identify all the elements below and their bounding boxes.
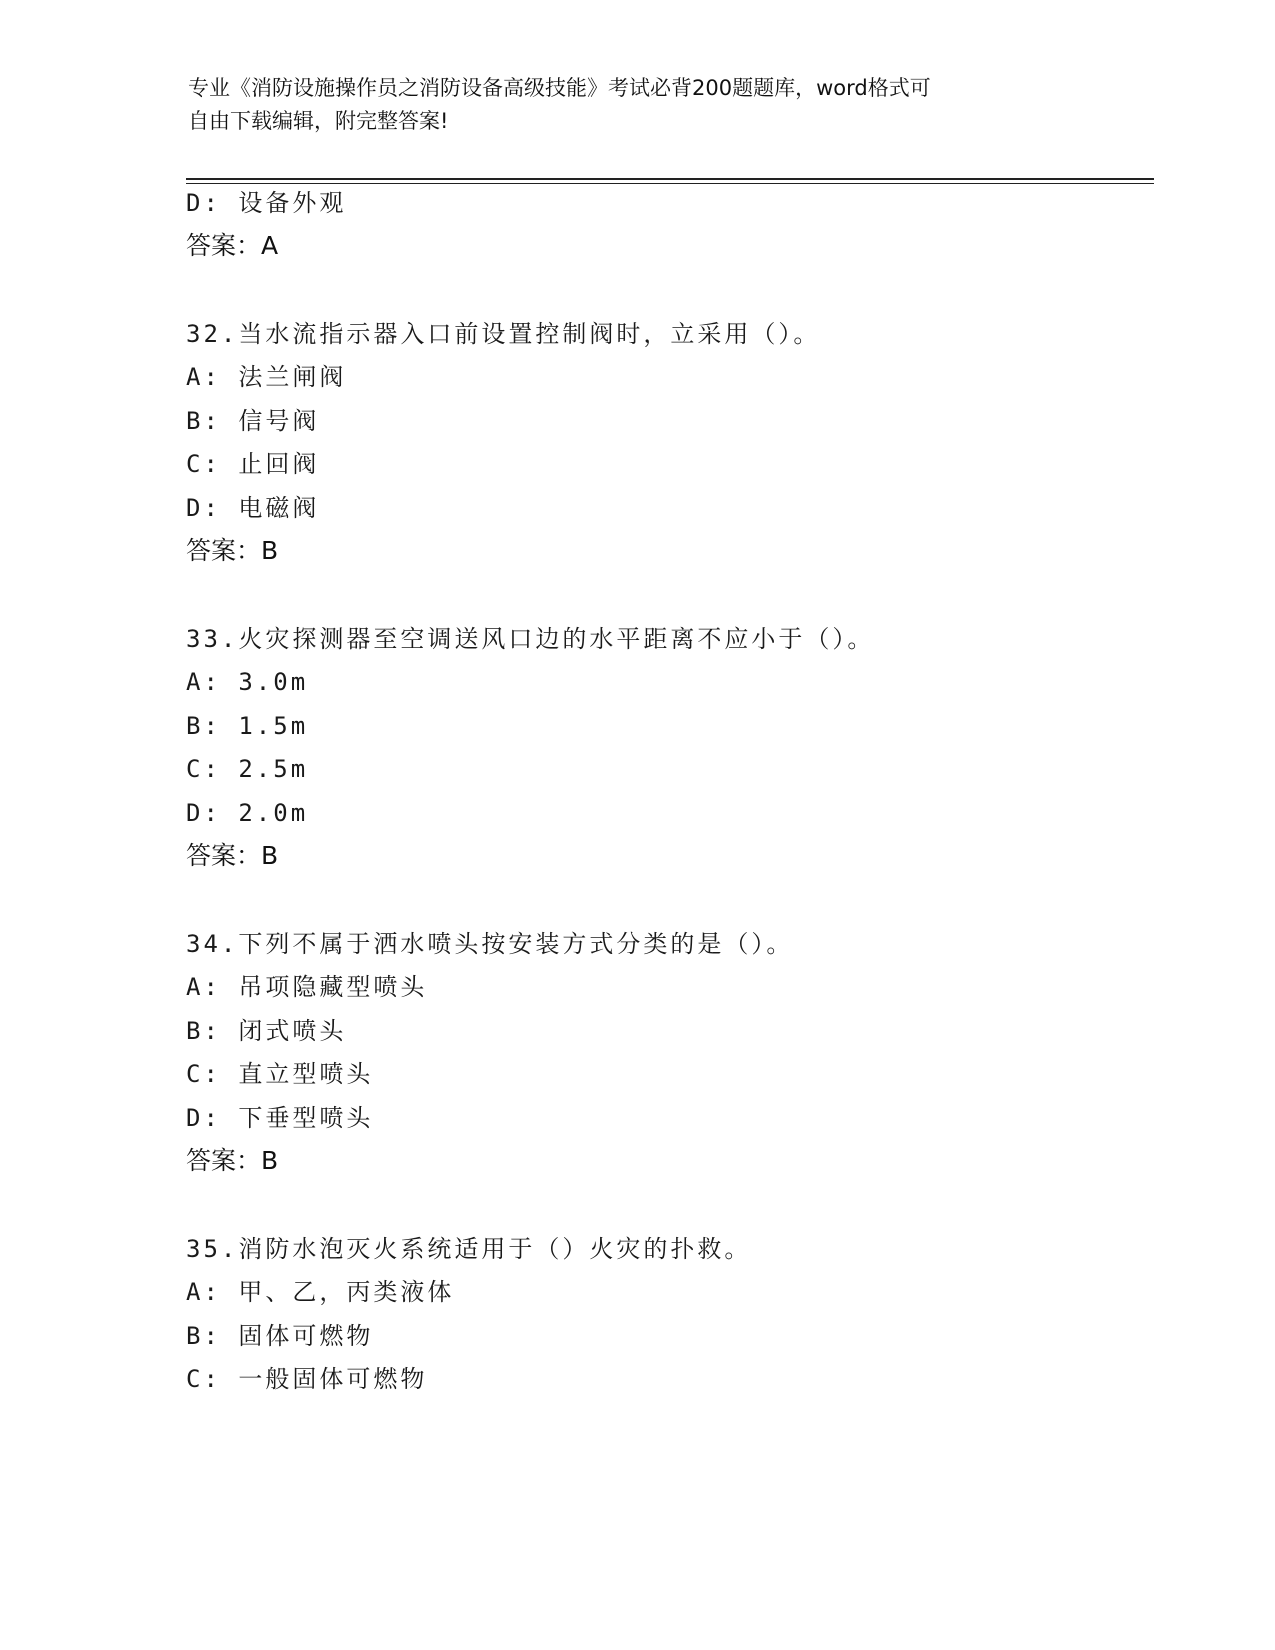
q33-answer: 答案：B bbox=[186, 841, 279, 870]
q34-question: 34.下列不属于洒水喷头按安装方式分类的是（）。 bbox=[186, 930, 794, 958]
q32-option-b: B: 信号阀 bbox=[186, 407, 320, 435]
q33-option-a: A: 3.0m bbox=[186, 668, 309, 696]
q35-option-a: A: 甲、乙，丙类液体 bbox=[186, 1278, 455, 1306]
prev-option-d: D: 设备外观 bbox=[186, 189, 347, 217]
q34-option-a: A: 吊项隐藏型喷头 bbox=[186, 973, 428, 1001]
q32-option-a: A: 法兰闸阀 bbox=[186, 363, 347, 391]
header-line-1: 专业《消防设施操作员之消防设备高级技能》考试必背200题题库，word格式可 bbox=[188, 76, 931, 100]
q35-option-c: C: 一般固体可燃物 bbox=[186, 1365, 428, 1393]
q34-option-d: D: 下垂型喷头 bbox=[186, 1104, 374, 1132]
q32-option-d: D: 电磁阀 bbox=[186, 494, 320, 522]
q33-option-b: B: 1.5m bbox=[186, 712, 309, 740]
q35-question: 35.消防水泡灭火系统适用于（）火灾的扑救。 bbox=[186, 1235, 752, 1263]
q33-option-c: C: 2.5m bbox=[186, 755, 309, 783]
q32-answer: 答案：B bbox=[186, 536, 279, 565]
q35-option-b: B: 固体可燃物 bbox=[186, 1322, 374, 1350]
prev-answer: 答案：A bbox=[186, 231, 279, 260]
header-divider bbox=[186, 178, 1154, 184]
document-header bbox=[188, 72, 1068, 138]
q32-question: 32.当水流指示器入口前设置控制阀时，立采用（）。 bbox=[186, 320, 821, 348]
q33-option-d: D: 2.0m bbox=[186, 799, 309, 827]
q34-option-b: B: 闭式喷头 bbox=[186, 1017, 347, 1045]
q33-question: 33.火灾探测器至空调送风口边的水平距离不应小于（）。 bbox=[186, 625, 875, 653]
header-line-2: 自由下载编辑，附完整答案! bbox=[188, 109, 449, 133]
q32-option-c: C: 止回阀 bbox=[186, 450, 320, 478]
q34-option-c: C: 直立型喷头 bbox=[186, 1060, 374, 1088]
q34-answer: 答案：B bbox=[186, 1146, 279, 1175]
